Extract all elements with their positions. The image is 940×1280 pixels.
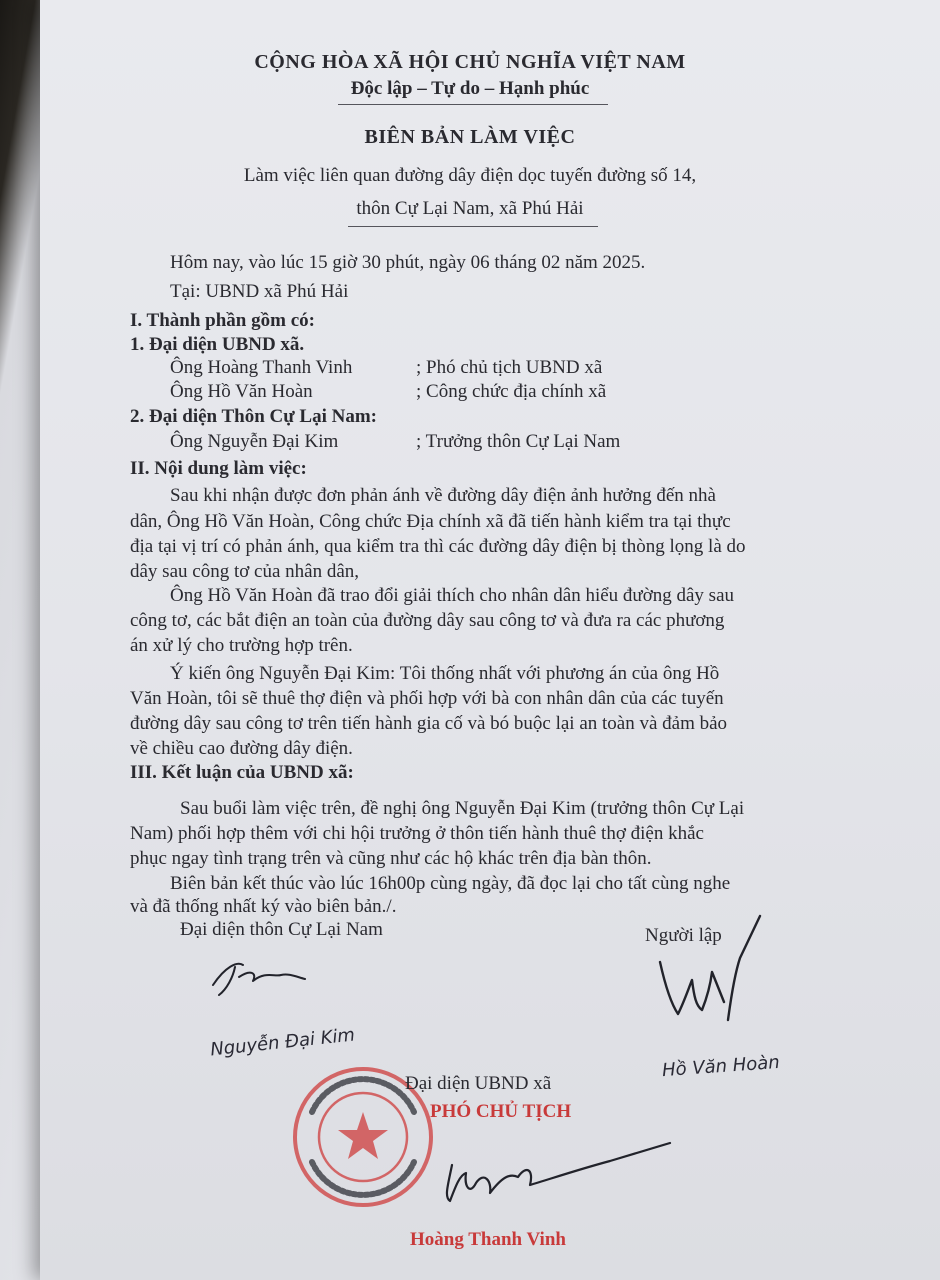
subtitle-underline xyxy=(348,226,598,227)
section2-heading: II. Nội dung làm việc: xyxy=(130,458,307,479)
paragraph-line: phục ngay tình trạng trên và cũng như các hộ khác trên địa bàn thôn. xyxy=(130,848,652,869)
member-role: ; Công chức địa chính xã xyxy=(416,381,607,402)
meeting-time: Hôm nay, vào lúc 15 giờ 30 phút, ngày 06 tháng 02 năm 2025. xyxy=(170,252,646,273)
paragraph-line: Nam) phối hợp thêm với chi hội trưởng ở thôn tiến hành thuê thợ điện khắc xyxy=(130,823,704,844)
meeting-place: Tại: UBND xã Phú Hải xyxy=(170,281,349,302)
section1-heading: I. Thành phần gồm có: xyxy=(130,310,315,331)
paragraph-line: Biên bản kết thúc vào lúc 16h00p cùng ngày, đã đọc lại cho tất cùng nghe xyxy=(170,873,731,894)
village-signature-scribble xyxy=(205,955,315,1005)
paragraph-line: về chiều cao đường dây điện. xyxy=(130,738,353,759)
paragraph-line: địa tại vị trí có phản ánh, qua kiểm tra thì các đường dây điện bị thòng lọng là do xyxy=(130,536,746,557)
commune-position: PHÓ CHỦ TỊCH xyxy=(430,1101,572,1122)
motto: Độc lập – Tự do – Hạnh phúc xyxy=(350,78,590,99)
paragraph-line: Ông Hồ Văn Hoàn đã trao đổi giải thích cho nhân dân hiểu đường dây sau xyxy=(170,585,735,606)
paragraph-line: Ý kiến ông Nguyễn Đại Kim: Tôi thống nhất với phương án của ông Hồ xyxy=(170,663,720,684)
member-name: Ông Hồ Văn Hoàn xyxy=(170,381,313,402)
member-role: ; Phó chủ tịch UBND xã xyxy=(416,357,603,378)
group1-heading: 1. Đại diện UBND xã. xyxy=(130,334,305,355)
motto-underline xyxy=(338,104,608,105)
paragraph-line: và đã thống nhất ký vào biên bản./. xyxy=(130,896,397,917)
paragraph-line: đường dây sau công tơ trên tiến hành gia cố và bó buộc lại an toàn và đảm bảo xyxy=(130,713,728,734)
group2-heading: 2. Đại diện Thôn Cự Lại Nam: xyxy=(130,406,378,427)
member-name: Ông Hoàng Thanh Vinh xyxy=(170,357,353,378)
preparer-signer-name: Hồ Văn Hoàn xyxy=(661,1051,781,1082)
paragraph-line: dây sau công tơ của nhân dân, xyxy=(130,561,360,582)
preparer-signature-scribble xyxy=(640,910,780,1040)
paragraph-line: Văn Hoàn, tôi sẽ thuê thợ điện và phối hợp với bà con nhân dân của các tuyến xyxy=(130,688,724,709)
paragraph-line: Sau buổi làm việc trên, đề nghị ông Nguyễn Đại Kim (trưởng thôn Cự Lại xyxy=(180,798,745,819)
village-signer-name: Nguyễn Đại Kim xyxy=(209,1024,356,1061)
paragraph-line: án xử lý cho trường hợp trên. xyxy=(130,635,353,656)
commune-signature-scribble xyxy=(430,1125,690,1215)
preparer-label: Người lập xyxy=(645,925,722,946)
document-subtitle-line2: thôn Cự Lại Nam, xã Phú Hải xyxy=(356,198,584,219)
nation-header: CỘNG HÒA XÃ HỘI CHỦ NGHĨA VIỆT NAM xyxy=(254,51,686,73)
document-subtitle-line1: Làm việc liên quan đường dây điện dọc tuyến đường số 14, xyxy=(243,165,697,186)
section3-heading: III. Kết luận của UBND xã: xyxy=(130,762,354,783)
paragraph-line: dân, Ông Hồ Văn Hoàn, Công chức Địa chính xã đã tiến hành kiểm tra tại thực xyxy=(130,511,731,532)
commune-rep-label: Đại diện UBND xã xyxy=(405,1073,552,1094)
member-role: ; Trưởng thôn Cự Lại Nam xyxy=(416,431,621,452)
paragraph-line: Sau khi nhận được đơn phản ánh về đường dây điện ảnh hưởng đến nhà xyxy=(170,485,716,506)
paragraph-line: công tơ, các bắt điện an toàn của đường dây sau công tơ và đưa ra các phương xyxy=(130,610,725,631)
commune-signer-name: Hoàng Thanh Vinh xyxy=(410,1229,566,1250)
document-title: BIÊN BẢN LÀM VIỆC xyxy=(364,126,576,148)
member-name: Ông Nguyễn Đại Kim xyxy=(170,431,339,452)
village-rep-label: Đại diện thôn Cự Lại Nam xyxy=(180,919,383,940)
